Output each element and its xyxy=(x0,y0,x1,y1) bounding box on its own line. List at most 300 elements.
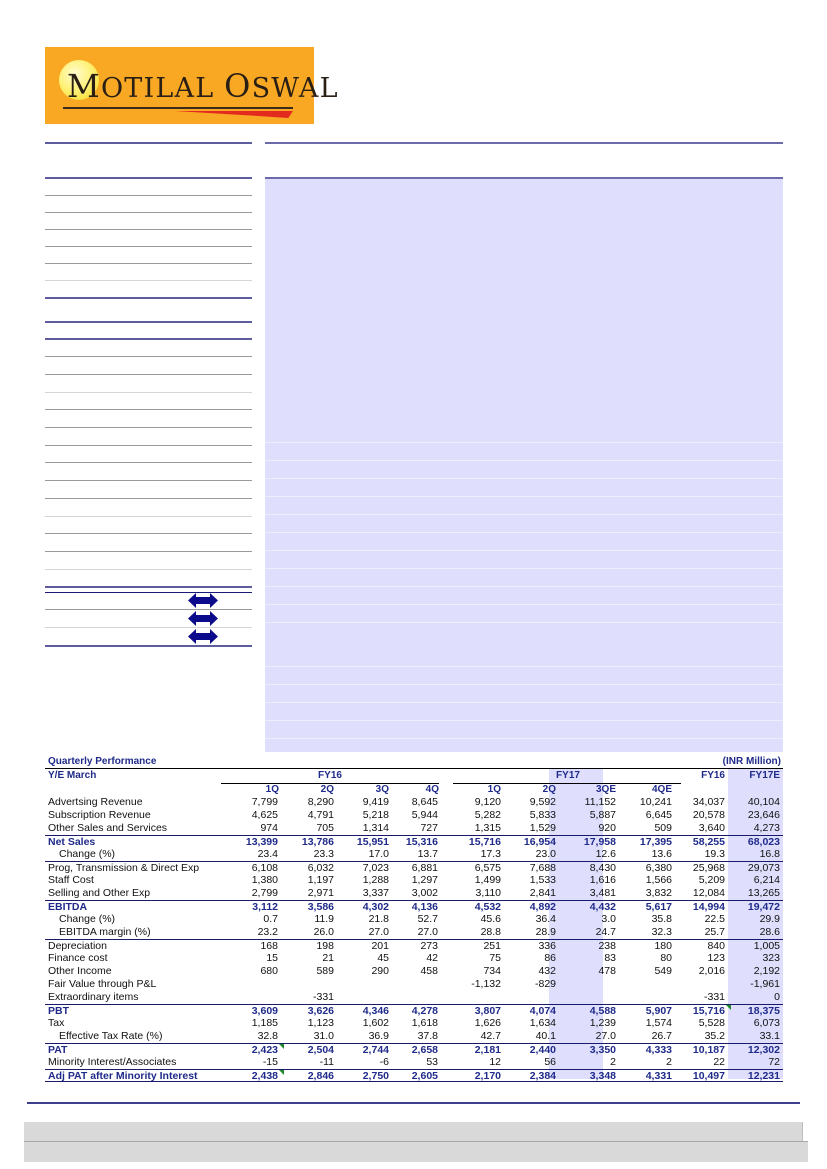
table-cell: 4,278 xyxy=(411,1005,438,1017)
table-cell: 3,832 xyxy=(645,887,672,899)
table-row xyxy=(45,1004,783,1017)
table-cell: 1,574 xyxy=(645,1017,672,1029)
row-label: Adj PAT after Minority Interest xyxy=(48,1070,198,1082)
table-cell: 4,791 xyxy=(307,809,334,821)
divider xyxy=(45,297,252,299)
table-cell: 5,209 xyxy=(698,874,725,886)
table-row xyxy=(45,835,783,848)
table-cell: 35.2 xyxy=(704,1030,725,1042)
table-cell: 17.3 xyxy=(480,848,501,860)
motilal-oswal-logo xyxy=(45,47,339,124)
table-cell: 3,350 xyxy=(589,1044,616,1056)
table-cell: 5,887 xyxy=(589,809,616,821)
table-cell: 9,120 xyxy=(474,796,501,808)
table-row xyxy=(45,978,783,991)
table-cell: 3,337 xyxy=(362,887,389,899)
table-cell: 509 xyxy=(654,822,672,834)
divider xyxy=(45,212,252,213)
logo-swoosh xyxy=(175,111,293,118)
quarter-header: 3Q xyxy=(375,784,389,795)
table-cell: 4,892 xyxy=(529,901,556,913)
table-cell: 23,646 xyxy=(747,809,780,821)
table-row xyxy=(45,1030,783,1043)
logo-word-swal: SWAL xyxy=(251,73,339,104)
row-label: PAT xyxy=(48,1044,68,1056)
table-cell: 1,288 xyxy=(362,874,389,886)
table-cell: 589 xyxy=(316,965,334,977)
divider xyxy=(45,392,252,393)
table-cell: 4,333 xyxy=(645,1044,672,1056)
divider xyxy=(45,246,252,247)
table-cell: 32.3 xyxy=(651,926,672,938)
table-cell: 5,617 xyxy=(645,901,672,913)
divider xyxy=(45,533,252,534)
table-cell: 727 xyxy=(420,822,438,834)
table-cell: 4,331 xyxy=(645,1070,672,1082)
table-cell: 45.6 xyxy=(480,913,501,925)
divider xyxy=(45,427,252,428)
table-cell: 16,954 xyxy=(523,836,556,848)
table-cell: 123 xyxy=(707,952,725,964)
ye-march-label: Y/E March xyxy=(48,770,97,781)
table-cell: 4,346 xyxy=(362,1005,389,1017)
table-cell: 7,688 xyxy=(529,862,556,874)
panel-band-divider xyxy=(265,622,783,623)
table-cell: -829 xyxy=(534,978,556,990)
table-cell: 2,423 xyxy=(251,1044,278,1056)
table-cell: 37.8 xyxy=(417,1030,438,1042)
panel-band-divider xyxy=(265,738,783,739)
table-cell: 58,255 xyxy=(692,836,725,848)
table-cell: 12,302 xyxy=(747,1044,780,1056)
row-label: Effective Tax Rate (%) xyxy=(59,1030,163,1042)
table-cell: 1,616 xyxy=(589,874,616,886)
table-cell: 3,002 xyxy=(411,887,438,899)
row-label: PBT xyxy=(48,1005,69,1017)
table-cell: 2,750 xyxy=(362,1070,389,1082)
table-unit: (INR Million) xyxy=(722,756,781,767)
table-cell: 3,481 xyxy=(589,887,616,899)
divider xyxy=(45,592,252,593)
table-cell: 2,841 xyxy=(529,887,556,899)
table-row xyxy=(45,848,783,861)
table-cell: 705 xyxy=(316,822,334,834)
table-cell: 42.7 xyxy=(480,1030,501,1042)
table-cell: 4,625 xyxy=(251,809,278,821)
table-cell: 4,302 xyxy=(362,901,389,913)
divider xyxy=(45,445,252,446)
row-label: Depreciation xyxy=(48,940,107,952)
divider xyxy=(45,516,252,517)
table-cell: 1,185 xyxy=(251,1017,278,1029)
table-cell: 840 xyxy=(707,940,725,952)
table-cell: 168 xyxy=(260,940,278,952)
table-cell: 12.6 xyxy=(595,848,616,860)
table-cell: 2,438 xyxy=(251,1070,278,1082)
table-cell: 21.8 xyxy=(368,913,389,925)
table-cell: 5,944 xyxy=(411,809,438,821)
comment-marker-icon xyxy=(279,1070,284,1075)
double-arrow-icon xyxy=(188,593,218,608)
table-cell: 72 xyxy=(768,1056,780,1068)
table-cell: 2,170 xyxy=(474,1070,501,1082)
table-cell: 27.0 xyxy=(417,926,438,938)
table-title: Quarterly Performance xyxy=(48,756,157,767)
table-cell: 1,005 xyxy=(753,940,780,952)
table-row xyxy=(45,796,783,809)
table-cell: 10,241 xyxy=(639,796,672,808)
table-cell: 5,907 xyxy=(645,1005,672,1017)
table-row xyxy=(45,1069,783,1082)
table-cell: 23.4 xyxy=(257,848,278,860)
table-cell: 1,626 xyxy=(474,1017,501,1029)
table-cell: 31.0 xyxy=(313,1030,334,1042)
table-cell: 2,799 xyxy=(251,887,278,899)
quarter-header: 1Q xyxy=(265,784,279,795)
table-cell: 7,023 xyxy=(362,862,389,874)
table-cell: 8,645 xyxy=(411,796,438,808)
table-cell: 15,716 xyxy=(692,1005,725,1017)
table-cell: 273 xyxy=(420,940,438,952)
table-cell: 16.8 xyxy=(759,848,780,860)
table-cell: 23.0 xyxy=(535,848,556,860)
table-cell: 42 xyxy=(426,952,438,964)
divider xyxy=(45,321,252,323)
row-label: Tax xyxy=(48,1017,65,1029)
divider xyxy=(45,229,252,230)
divider xyxy=(45,195,252,196)
table-cell: 56 xyxy=(544,1056,556,1068)
table-cell: 1,533 xyxy=(529,874,556,886)
table-cell: 33.1 xyxy=(759,1030,780,1042)
table-cell: 336 xyxy=(538,940,556,952)
group-fy17e-annual: FY17E xyxy=(749,770,780,781)
panel-band-divider xyxy=(265,496,783,497)
table-cell: 6,032 xyxy=(307,862,334,874)
table-cell: -1,132 xyxy=(471,978,501,990)
panel-band-divider xyxy=(265,666,783,667)
table-cell: 17,395 xyxy=(639,836,672,848)
divider xyxy=(45,142,252,144)
panel-band-divider xyxy=(265,460,783,461)
table-cell: 36.9 xyxy=(368,1030,389,1042)
divider xyxy=(45,338,252,340)
table-cell: 1,315 xyxy=(474,822,501,834)
table-cell: 9,419 xyxy=(362,796,389,808)
table-cell: 2,016 xyxy=(698,965,725,977)
table-row xyxy=(45,991,783,1004)
divider xyxy=(45,280,252,281)
table-cell: 8,430 xyxy=(589,862,616,874)
panel-band-divider xyxy=(265,568,783,569)
table-cell: -1,961 xyxy=(750,978,780,990)
table-row xyxy=(45,965,783,978)
table-cell: 1,314 xyxy=(362,822,389,834)
table-cell: 21 xyxy=(322,952,334,964)
row-label: Other Income xyxy=(48,965,112,977)
table-cell: 11.9 xyxy=(314,913,334,925)
table-cell: 3,110 xyxy=(475,887,501,899)
table-row xyxy=(45,900,783,913)
divider xyxy=(45,551,252,552)
table-cell: 6,380 xyxy=(645,862,672,874)
table-cell: -15 xyxy=(262,1056,278,1068)
row-label: EBITDA xyxy=(48,901,88,913)
row-label: Selling and Other Exp xyxy=(48,887,151,899)
table-row xyxy=(45,1043,783,1056)
divider xyxy=(45,263,252,264)
quarter-header: 2Q xyxy=(542,784,556,795)
table-cell: 28.9 xyxy=(535,926,556,938)
table-body xyxy=(45,796,783,1082)
table-cell: 4,273 xyxy=(753,822,780,834)
table-cell: 198 xyxy=(316,940,334,952)
quarter-header: 3QE xyxy=(595,784,616,795)
table-cell: 83 xyxy=(604,952,616,964)
table-cell: 6,645 xyxy=(645,809,672,821)
table-cell: 15 xyxy=(266,952,278,964)
table-cell: 25.7 xyxy=(704,926,725,938)
table-cell: 52.7 xyxy=(417,913,438,925)
panel-band-divider xyxy=(265,586,783,587)
table-cell: -6 xyxy=(379,1056,389,1068)
row-label: Other Sales and Services xyxy=(48,822,168,834)
table-cell: 25,968 xyxy=(692,862,725,874)
table-cell: 15,716 xyxy=(468,836,501,848)
table-cell: 3.0 xyxy=(601,913,616,925)
row-label: Subscription Revenue xyxy=(48,809,151,821)
table-cell: 180 xyxy=(654,940,672,952)
table-cell: 1,380 xyxy=(251,874,278,886)
row-label: EBITDA margin (%) xyxy=(59,926,151,938)
table-cell: 3,640 xyxy=(698,822,725,834)
table-cell: 13,399 xyxy=(245,836,278,848)
table-cell: -331 xyxy=(312,991,334,1003)
table-cell: 13.6 xyxy=(651,848,672,860)
table-cell: 6,214 xyxy=(753,874,780,886)
table-cell: 45 xyxy=(377,952,389,964)
table-row xyxy=(45,874,783,887)
table-cell: 2,440 xyxy=(529,1044,556,1056)
table-cell: 458 xyxy=(420,965,438,977)
table-cell: 29.9 xyxy=(759,913,780,925)
table-cell: 478 xyxy=(598,965,616,977)
group-fy16: FY16 xyxy=(318,770,342,781)
row-label: Change (%) xyxy=(59,913,116,925)
quarter-header: 2Q xyxy=(320,784,334,795)
divider xyxy=(45,498,252,499)
table-cell: 0.7 xyxy=(263,913,278,925)
table-cell: 40.1 xyxy=(535,1030,556,1042)
divider xyxy=(45,609,252,610)
table-cell: 1,123 xyxy=(307,1017,334,1029)
table-cell: 201 xyxy=(371,940,389,952)
panel-band-divider xyxy=(265,532,783,533)
table-cell: 4,588 xyxy=(589,1005,616,1017)
quarter-header: 4Q xyxy=(425,784,439,795)
table-cell: 22 xyxy=(713,1056,725,1068)
table-cell: 2,384 xyxy=(529,1070,556,1082)
table-cell: 17,958 xyxy=(583,836,616,848)
comment-marker-icon xyxy=(279,1044,284,1049)
table-row xyxy=(45,822,783,835)
table-cell: 26.7 xyxy=(651,1030,672,1042)
comment-marker-icon xyxy=(726,1005,731,1010)
table-cell: 28.8 xyxy=(480,926,501,938)
table-cell: -11 xyxy=(319,1056,334,1068)
table-cell: 5,528 xyxy=(698,1017,725,1029)
table-cell: 3,586 xyxy=(307,901,334,913)
table-row xyxy=(45,1056,783,1069)
table-cell: 23.3 xyxy=(313,848,334,860)
row-label: Change (%) xyxy=(59,848,116,860)
table-cell: 4,532 xyxy=(474,901,501,913)
table-cell: 13,265 xyxy=(747,887,780,899)
table-cell: 86 xyxy=(544,952,556,964)
table-cell: 13.7 xyxy=(417,848,438,860)
logo-letter-m: M xyxy=(67,67,101,105)
divider xyxy=(45,374,252,375)
row-label: Minority Interest/Associates xyxy=(48,1056,177,1068)
divider xyxy=(45,569,252,570)
divider xyxy=(45,586,252,588)
table-cell: 12 xyxy=(489,1056,501,1068)
table-cell: 3,807 xyxy=(474,1005,501,1017)
panel-band-divider xyxy=(265,478,783,479)
panel-band-divider xyxy=(265,604,783,605)
row-label: Finance cost xyxy=(48,952,108,964)
table-cell: 12,084 xyxy=(692,887,725,899)
table-cell: 3,348 xyxy=(589,1070,616,1082)
table-cell: 22.5 xyxy=(704,913,725,925)
table-cell: 7,799 xyxy=(251,796,278,808)
quarter-header: 4QE xyxy=(651,784,672,795)
table-cell: 18,375 xyxy=(747,1005,780,1017)
table-cell: 10,187 xyxy=(692,1044,725,1056)
table-cell: 8,290 xyxy=(307,796,334,808)
table-cell: 549 xyxy=(654,965,672,977)
table-cell: 34,037 xyxy=(692,796,725,808)
divider xyxy=(45,480,252,481)
quarter-header: 1Q xyxy=(487,784,501,795)
table-cell: 432 xyxy=(538,965,556,977)
table-cell: 734 xyxy=(483,965,501,977)
table-cell: 2,658 xyxy=(411,1044,438,1056)
table-cell: 2,744 xyxy=(362,1044,389,1056)
footer-bar xyxy=(24,1141,808,1162)
table-row xyxy=(45,939,783,952)
table-cell: 40,104 xyxy=(747,796,780,808)
table-row xyxy=(45,952,783,965)
panel-band-divider xyxy=(265,514,783,515)
group-fy16-annual: FY16 xyxy=(701,770,725,781)
table-cell: 680 xyxy=(260,965,278,977)
table-cell: 1,297 xyxy=(411,874,438,886)
table-row xyxy=(45,887,783,900)
table-cell: 2,192 xyxy=(753,965,780,977)
table-cell: 5,282 xyxy=(474,809,501,821)
table-cell: 3,609 xyxy=(251,1005,278,1017)
table-cell: 19,472 xyxy=(747,901,780,913)
row-label: Advertsing Revenue xyxy=(48,796,143,808)
table-cell: 1,634 xyxy=(529,1017,556,1029)
table-cell: 29,073 xyxy=(747,862,780,874)
table-row xyxy=(45,913,783,926)
table-cell: 36.4 xyxy=(535,913,556,925)
table-cell: 17.0 xyxy=(368,848,389,860)
table-cell: 4,074 xyxy=(529,1005,556,1017)
table-cell: 24.7 xyxy=(595,926,616,938)
table-cell: 5,833 xyxy=(529,809,556,821)
table-cell: 1,499 xyxy=(474,874,501,886)
table-cell: 53 xyxy=(426,1056,438,1068)
table-cell: 974 xyxy=(260,822,278,834)
divider xyxy=(45,356,252,357)
table-cell: 75 xyxy=(489,952,501,964)
table-cell: 1,566 xyxy=(645,874,672,886)
table-cell: 28.6 xyxy=(759,926,780,938)
table-cell: 4,136 xyxy=(411,901,438,913)
panel-band-divider xyxy=(265,720,783,721)
divider xyxy=(45,645,252,647)
table-cell: 35.8 xyxy=(651,913,672,925)
right-commentary-panel xyxy=(265,177,783,752)
table-cell: 14,994 xyxy=(692,901,725,913)
logo-letter-o: O xyxy=(224,67,252,105)
table-cell: -331 xyxy=(703,991,725,1003)
table-cell: 3,112 xyxy=(252,901,278,913)
double-arrow-icon xyxy=(188,611,218,626)
panel-band-divider xyxy=(265,702,783,703)
table-cell: 80 xyxy=(660,952,672,964)
panel-band-divider xyxy=(265,684,783,685)
row-label: Fair Value through P&L xyxy=(48,978,157,990)
table-cell: 19.3 xyxy=(704,848,725,860)
table-cell: 23.2 xyxy=(257,926,278,938)
table-cell: 1,618 xyxy=(411,1017,438,1029)
group-fy17: FY17 xyxy=(556,770,580,781)
panel-band-divider xyxy=(265,550,783,551)
row-label: Net Sales xyxy=(48,836,96,848)
table-cell: 4,432 xyxy=(589,901,616,913)
divider xyxy=(45,177,252,179)
table-cell: 13,786 xyxy=(301,836,334,848)
table-cell: 15,951 xyxy=(356,836,389,848)
table-cell: 2,504 xyxy=(307,1044,334,1056)
table-cell: 27.0 xyxy=(368,926,389,938)
table-cell: 2 xyxy=(666,1056,672,1068)
table-cell: 10,497 xyxy=(692,1070,725,1082)
table-cell: 27.0 xyxy=(595,1030,616,1042)
table-cell: 6,108 xyxy=(251,862,278,874)
footer-bar xyxy=(24,1122,803,1141)
table-cell: 6,073 xyxy=(753,1017,780,1029)
table-cell: 1,239 xyxy=(589,1017,616,1029)
logo-word-otilal: OTILAL xyxy=(100,73,225,104)
table-cell: 2,846 xyxy=(307,1070,334,1082)
table-cell: 1,197 xyxy=(307,874,334,886)
table-cell: 2,181 xyxy=(474,1044,501,1056)
table-cell: 68,023 xyxy=(747,836,780,848)
table-cell: 9,592 xyxy=(529,796,556,808)
table-cell: 1,529 xyxy=(529,822,556,834)
table-cell: 323 xyxy=(762,952,780,964)
row-label: Extraordinary items xyxy=(48,991,139,1003)
table-row xyxy=(45,926,783,939)
divider xyxy=(45,409,252,410)
table-row xyxy=(45,861,783,874)
logo-underline xyxy=(63,107,293,109)
